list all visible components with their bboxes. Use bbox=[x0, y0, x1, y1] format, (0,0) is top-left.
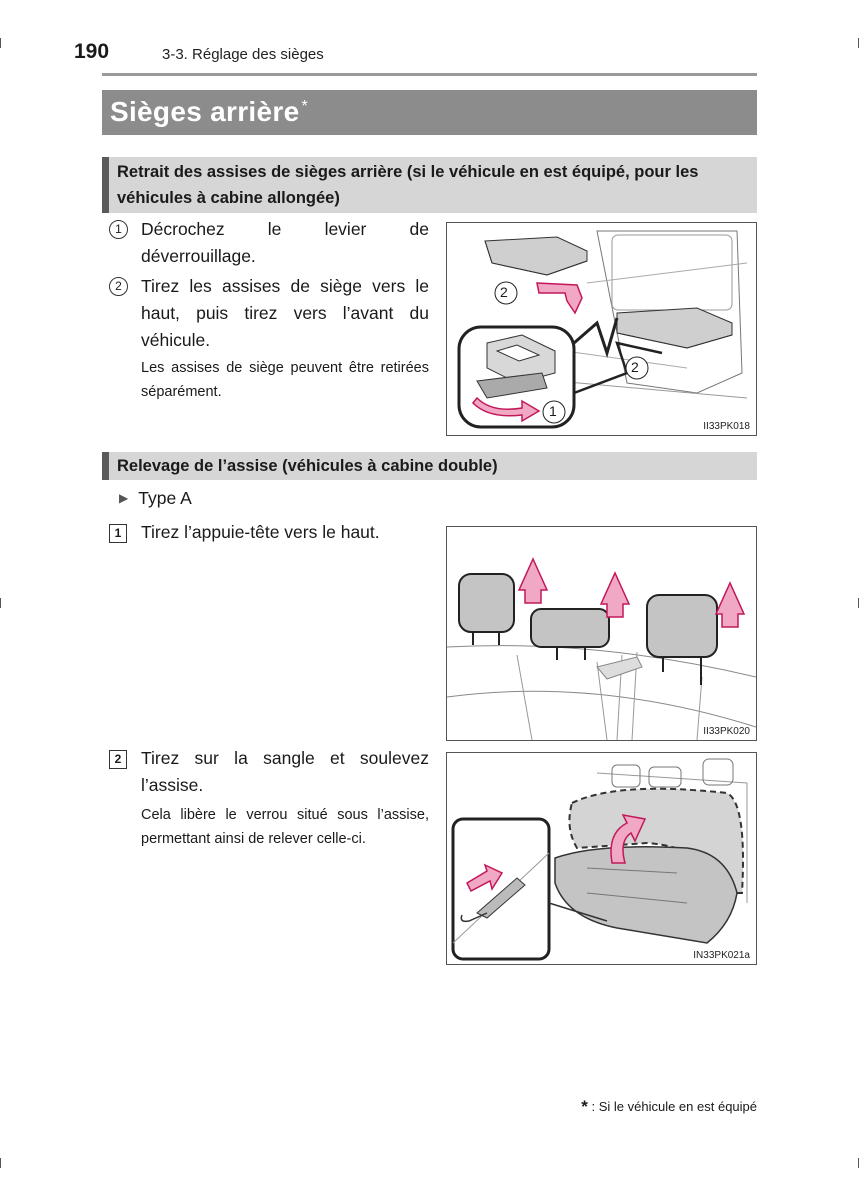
figure-raise-seat-cushion bbox=[446, 752, 757, 965]
headrest-illustration bbox=[447, 527, 756, 740]
figure-code: II33PK018 bbox=[703, 421, 750, 432]
section-heading-remove-seat-cushions bbox=[102, 157, 757, 213]
section-heading-text: Retrait des assises de sièges arrière (si le véhicule en est équipé, pour les véhicules à cabine allongée) bbox=[117, 163, 699, 207]
section-heading-raise-seat-cushion bbox=[102, 452, 757, 480]
header-divider bbox=[102, 73, 757, 76]
title-bar bbox=[102, 90, 757, 135]
seat-removal-illustration bbox=[447, 223, 756, 435]
step-number-box: 2 bbox=[109, 750, 127, 769]
crop-mark bbox=[0, 38, 1, 48]
page-number: 190 bbox=[74, 40, 110, 63]
step-text: Décrochez le levier de déverrouillage. bbox=[141, 219, 429, 266]
seat-raise-illustration bbox=[447, 753, 756, 964]
figure-headrest-pull bbox=[446, 526, 757, 741]
step-marker: 1 bbox=[109, 220, 128, 239]
figure-seat-removal bbox=[446, 222, 757, 436]
step-note: Cela libère le verrou situé sous l’assise, permettant ainsi de relever celle-ci. bbox=[141, 807, 429, 847]
triangle-bullet-icon: ▶ bbox=[119, 491, 129, 505]
step-note: Les assises de siège peuvent être retirées séparément. bbox=[141, 360, 429, 400]
crop-mark bbox=[0, 1158, 1, 1168]
step-text: Tirez l’appuie-tête vers le haut. bbox=[141, 522, 380, 542]
figure-code: IN33PK021a bbox=[693, 950, 750, 961]
page-title-text: Sièges arrière bbox=[110, 96, 300, 127]
type-label bbox=[119, 488, 192, 509]
page-title bbox=[110, 96, 308, 128]
title-asterisk: * bbox=[301, 97, 308, 115]
footnote bbox=[581, 1097, 757, 1117]
step-number-box: 1 bbox=[109, 524, 127, 543]
crop-mark bbox=[0, 598, 1, 608]
type-label-text: Type A bbox=[138, 488, 192, 508]
step-text: Tirez sur la sangle et soulevez l’assise. bbox=[141, 748, 429, 795]
section-heading-text: Relevage de l’assise (véhicules à cabine double) bbox=[117, 457, 498, 475]
step-marker: 2 bbox=[109, 277, 128, 296]
footnote-asterisk: * bbox=[581, 1097, 588, 1116]
step-text: Tirez les assises de siège vers le haut, puis tirez vers l’avant du véhicule. bbox=[141, 276, 429, 350]
callout-2: 2 bbox=[631, 359, 639, 375]
figure-code: II33PK020 bbox=[703, 726, 750, 737]
section-label: 3-3. Réglage des sièges bbox=[162, 46, 324, 63]
footnote-text: : Si le véhicule en est équipé bbox=[591, 1099, 757, 1114]
callout-1: 1 bbox=[549, 403, 557, 419]
callout-2: 2 bbox=[500, 284, 508, 300]
